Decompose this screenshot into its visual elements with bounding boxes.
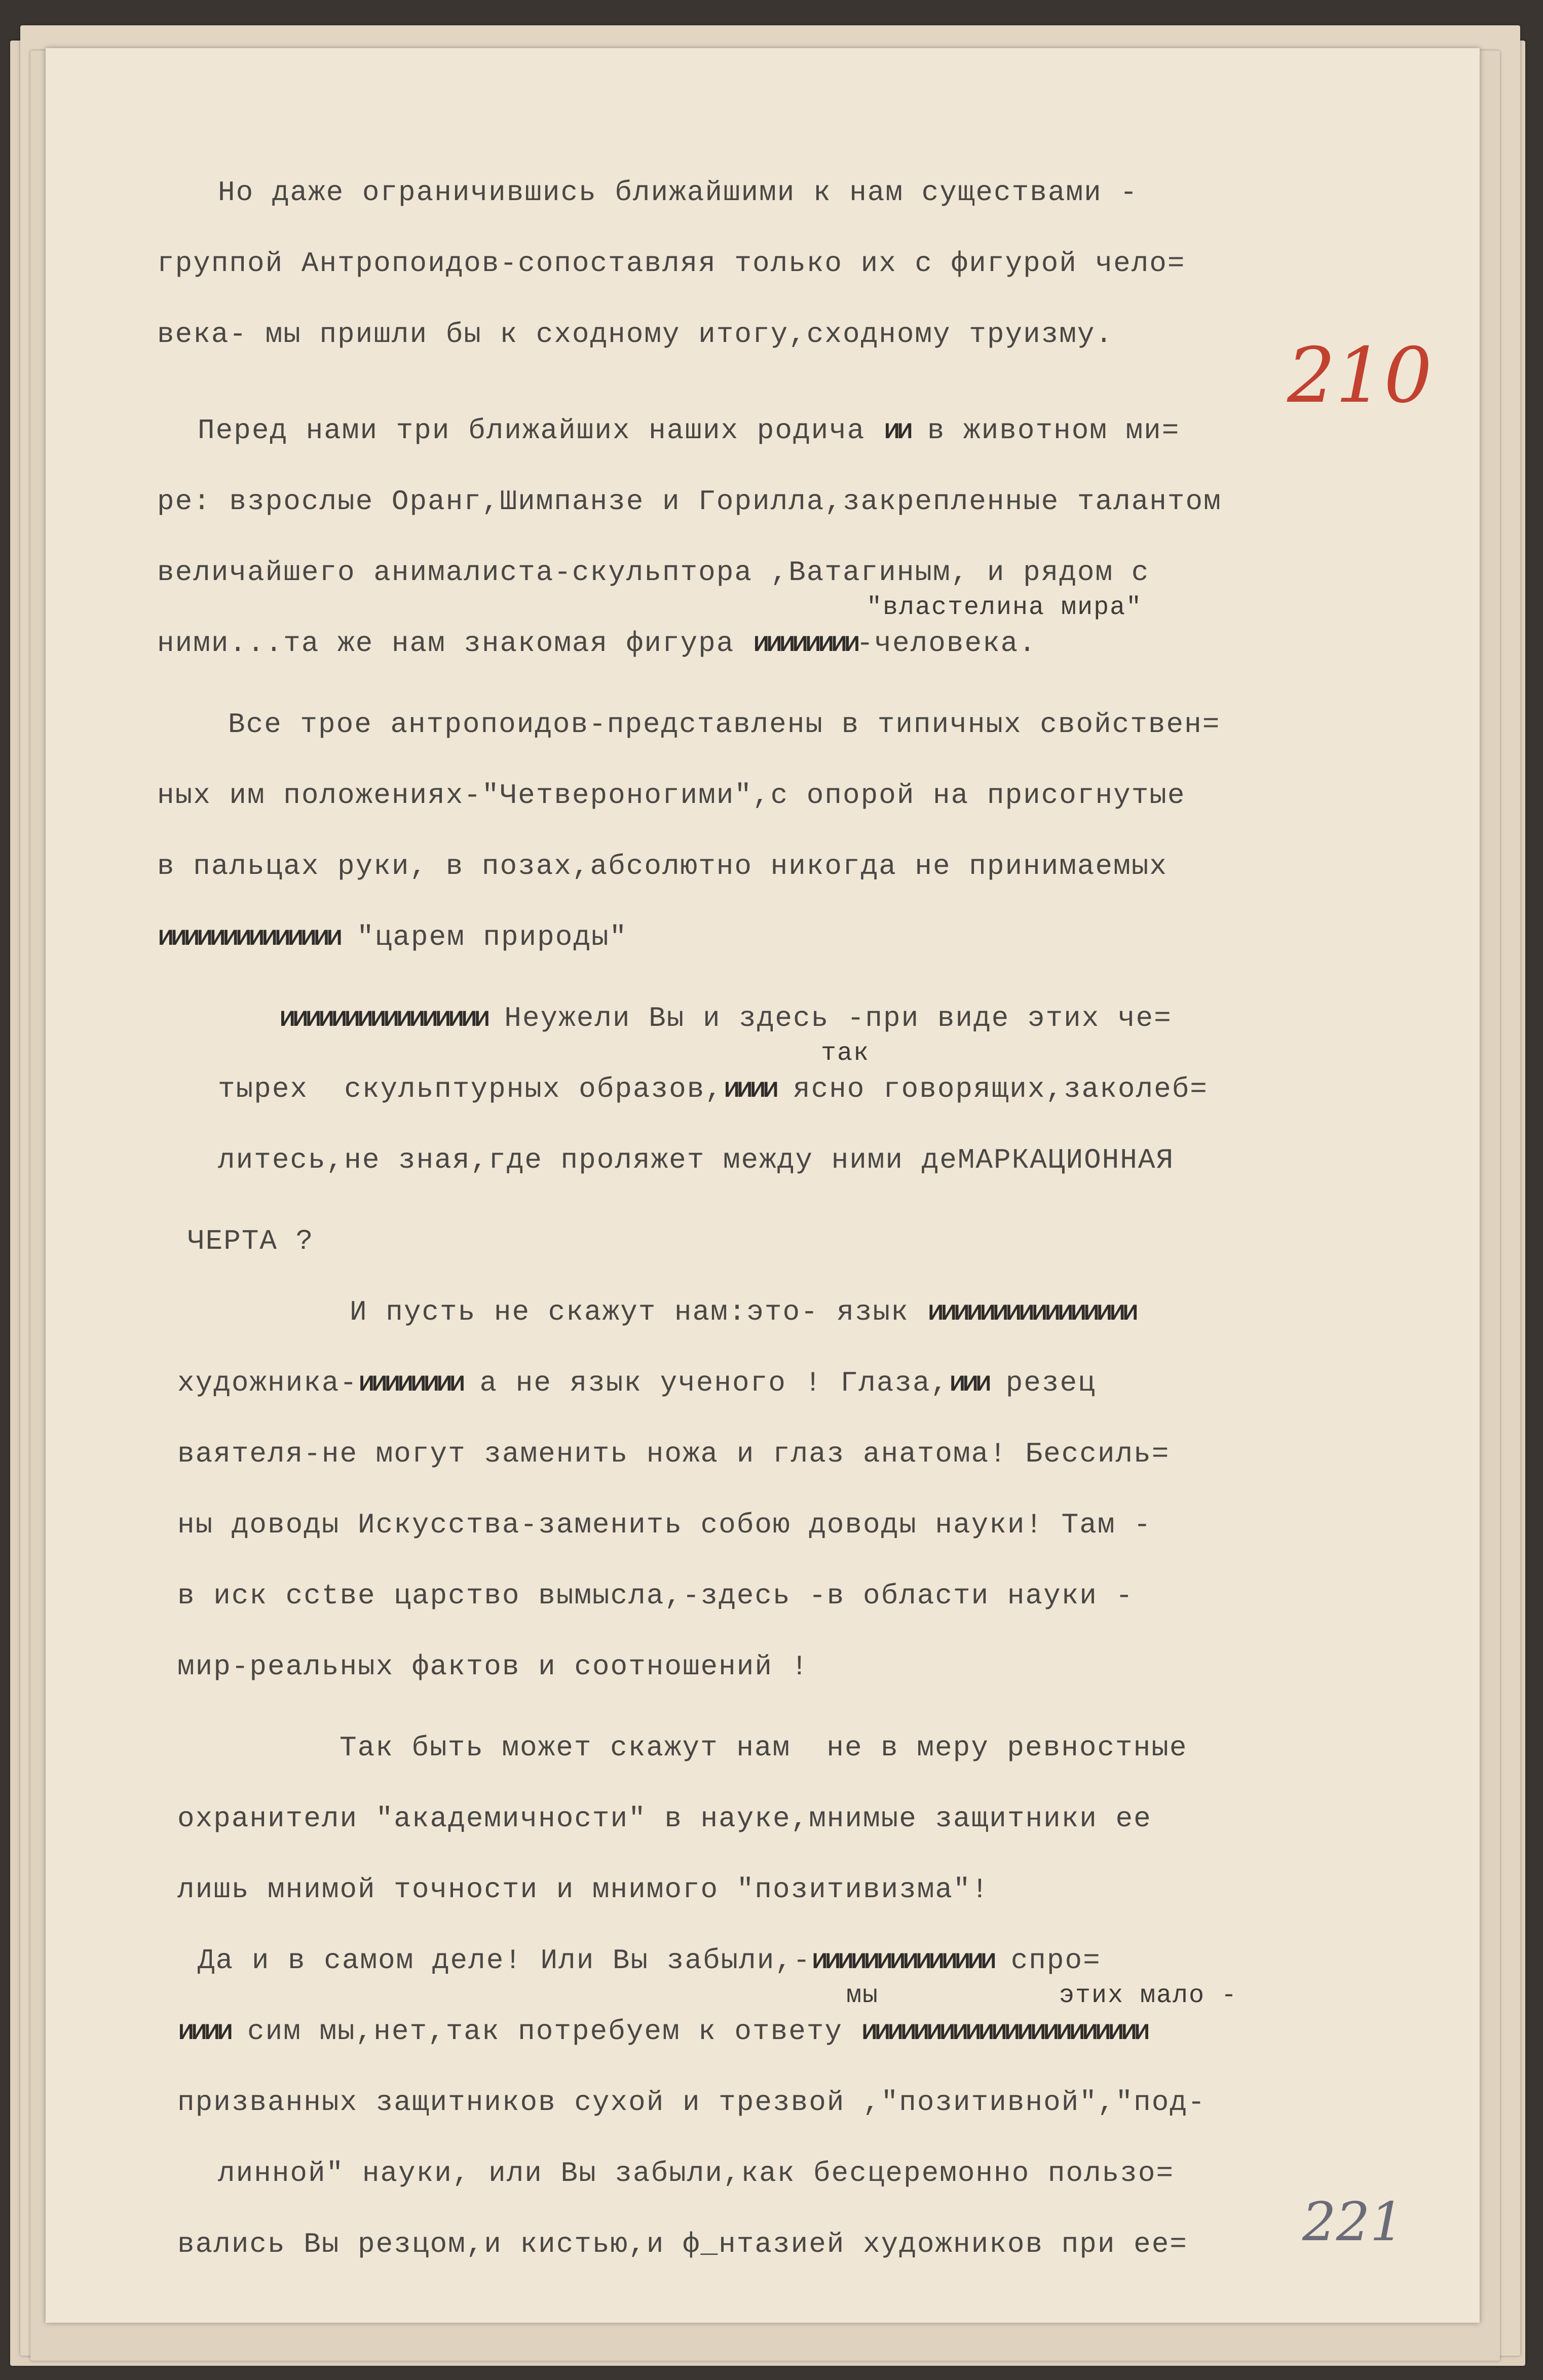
- struck-text: иии: [949, 1367, 988, 1399]
- page-number-red: 210: [1287, 332, 1433, 420]
- interlinear-insertion: этих мало -: [1059, 1981, 1238, 2010]
- struck-text: ииииииииииииииии: [279, 1002, 486, 1034]
- struck-text: ииииииииииииии: [157, 921, 339, 953]
- text-line: линной" науки, или Вы забыли,как бесцеремонно пользо=: [218, 2157, 1175, 2190]
- text-line: ЧЕРТА ?: [187, 1225, 314, 1257]
- struck-text: ииии: [723, 1073, 775, 1105]
- interlinear-insertion: мы: [846, 1981, 879, 2010]
- text-line: ииииииииииииии "царем природы": [157, 921, 628, 953]
- text-line: художника-ииииииии а не язык ученого ! Глаза,иии резец: [177, 1367, 1096, 1399]
- text-line: И пусть не скажут нам:это- язык ииииииииииииииии: [350, 1296, 1135, 1328]
- text-line: Да и в самом деле! Или Вы забыли,-ииииииииииииии спро=: [198, 1944, 1101, 1977]
- struck-text: ииииииииииииииииииииии: [860, 2015, 1146, 2048]
- text-line: величайшего анималиста-скульптора ,Ватагиным, и рядом с: [157, 556, 1150, 589]
- text-line: в пальцах руки, в позах,абсолютно никогда не принимаемых: [157, 850, 1168, 882]
- text-line: в иск ссtве царство вымысла,-здесь -в области науки -: [177, 1580, 1134, 1612]
- struck-text: ииииииии: [358, 1367, 462, 1399]
- text-line: ре: взрослые Оранг,Шимпанзе и Горилла,закрепленные талантом: [157, 485, 1222, 518]
- text-line: тырех скульптурных образов,ииии ясно говорящих,заколеб=: [218, 1073, 1208, 1105]
- document-page: [46, 48, 1480, 2323]
- text-line: ииии сим мы,нет,так потребуем к ответу ииииииииииииииииииииии: [177, 2015, 1146, 2048]
- text-line: ваятеля-не могут заменить ножа и глаз анатома! Бессиль=: [177, 1438, 1170, 1470]
- struck-text: ииииииииииииииии: [927, 1296, 1135, 1328]
- text-line: вались Вы резцом,и кистью,и ф_нтазией художников при ее=: [177, 2228, 1188, 2260]
- text-line: мир-реальных фактов и соотношений !: [177, 1650, 809, 1683]
- text-line: Так быть может скажут нам не в меру ревностные: [340, 1732, 1188, 1764]
- text-line: лишь мнимой точности и мнимого "позитивизма"!: [177, 1873, 990, 1906]
- struck-text: ииииииии: [752, 627, 856, 660]
- struck-text: ииии: [177, 2015, 230, 2048]
- text-line: призванных защитников сухой и трезвой ,"позитивной","под-: [177, 2086, 1206, 2119]
- text-line: охранители "академичности" в науке,мнимые защитники ее: [177, 1802, 1152, 1835]
- interlinear-insertion: "властелина мира": [867, 593, 1143, 622]
- text-line: века- мы пришли бы к сходному итогу,сходному труизму.: [157, 318, 1114, 351]
- text-line: ны доводы Искусства-заменить собою доводы науки! Там -: [177, 1509, 1152, 1541]
- text-line: Но даже ограничившись ближайшими к нам существами -: [218, 176, 1138, 209]
- struck-text: ии: [883, 414, 910, 447]
- text-line: ними...та же нам знакомая фигура ииииииии-человека.: [157, 627, 1037, 660]
- interlinear-insertion: так: [821, 1039, 870, 1068]
- text-line: ииииииииииииииии Неужели Вы и здесь -при виде этих че=: [279, 1002, 1172, 1034]
- text-line: ных им положениях-"Четвероногими",с опорой на присогнутые: [157, 779, 1186, 812]
- text-line: Все трое антропоидов-представлены в типичных свойствен=: [228, 708, 1221, 741]
- text-line: группой Антропоидов-сопоставляя только их с фигурой чело=: [157, 247, 1186, 280]
- text-line: литесь,не зная,где проляжет между ними деМАРКАЦИОННАЯ: [218, 1144, 1175, 1176]
- text-line: Перед нами три ближайших наших родича ии в животном ми=: [198, 414, 1180, 447]
- pencil-folio-number: 221: [1302, 2191, 1404, 2253]
- struck-text: ииииииииииииии: [811, 1944, 993, 1977]
